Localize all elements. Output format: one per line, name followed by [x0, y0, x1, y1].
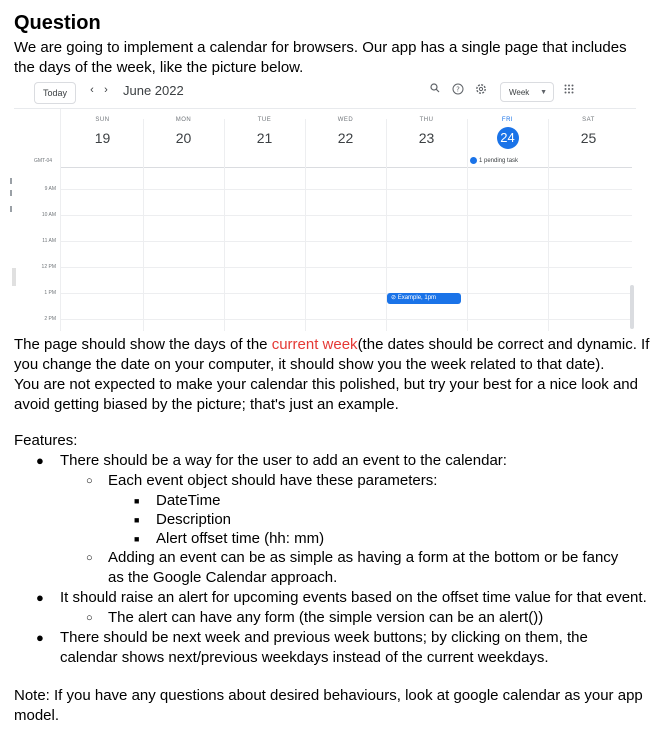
- time-label: 12 PM: [41, 264, 56, 270]
- question-heading: Question: [14, 12, 101, 34]
- day-column-sat[interactable]: [548, 117, 629, 149]
- column-divider: [548, 119, 549, 331]
- dynamic-text-2: (the dates should be correct and dynamic. If you change the date on your computer, it should show you the week related to that date).: [14, 336, 650, 373]
- polish-paragraph: You are not expected to make your calendar this polished, but try your best for a nice look and avoid getting biased by the picture; that's just an example.: [14, 376, 638, 413]
- hour-line: [60, 189, 632, 190]
- column-divider: [60, 109, 61, 331]
- day-column-mon[interactable]: [143, 117, 224, 149]
- task-icon: [470, 157, 477, 164]
- time-label: 2 PM: [44, 316, 56, 322]
- day-number: 20: [175, 130, 192, 146]
- bullet-icon: ●: [36, 590, 44, 605]
- note-paragraph: Note: If you have any questions about desired behaviours, look at google calendar as your app model.: [14, 687, 643, 724]
- day-column-sun[interactable]: [62, 117, 143, 149]
- day-number: 21: [256, 130, 273, 146]
- day-number: 23: [418, 130, 435, 146]
- column-divider: [467, 119, 468, 331]
- pending-task-chip[interactable]: [470, 157, 518, 164]
- edge-mark: [12, 268, 16, 286]
- month-label: June 2022: [123, 83, 184, 98]
- circle-bullet-icon: ○: [86, 612, 93, 624]
- features-heading: Features:: [14, 432, 78, 449]
- event-chip[interactable]: [387, 293, 461, 304]
- svg-text:?: ?: [456, 85, 460, 94]
- event-label: Example, 1pm: [397, 295, 437, 301]
- pending-task-label: 1 pending task: [479, 158, 519, 165]
- time-label: 11 AM: [42, 238, 56, 244]
- bullet-icon: ●: [36, 630, 44, 645]
- hour-line: [60, 215, 632, 216]
- column-divider: [224, 119, 225, 331]
- view-select[interactable]: [500, 82, 554, 102]
- edge-mark: [10, 206, 12, 212]
- gear-icon[interactable]: [474, 83, 488, 97]
- apps-grid-icon[interactable]: [564, 84, 576, 96]
- day-column-wed[interactable]: [305, 117, 386, 149]
- time-label: 1 PM: [44, 290, 56, 296]
- circle-bullet-icon: ○: [86, 552, 93, 564]
- feature-1a: Each event object should have these parameters:: [108, 472, 438, 489]
- hour-line: [60, 267, 632, 268]
- all-day-divider: [60, 167, 632, 168]
- check-circle-icon: ⊘: [391, 295, 397, 301]
- dynamic-paragraph: [14, 335, 650, 375]
- hour-line: [60, 293, 632, 294]
- hour-line: [60, 241, 632, 242]
- day-column-fri[interactable]: [467, 117, 548, 149]
- column-divider: [305, 119, 306, 331]
- feature-3: There should be next week and previous week buttons; by clicking on them, the calendar shows next/previous weekdays instead of the current weekdays.: [60, 629, 588, 666]
- day-column-tue[interactable]: [224, 117, 305, 149]
- intro-paragraph: We are going to implement a calendar for browsers. Our app has a single page that includes the days of the week, like the picture below.: [14, 39, 627, 76]
- current-week-highlight: current week: [271, 336, 358, 353]
- feature-1b: Adding an event can be as simple as having a form at the bottom or be fancy as the Google Calendar approach.: [108, 549, 619, 586]
- caret-down-icon: ▼: [540, 89, 547, 96]
- time-label: 10 AM: [41, 212, 56, 218]
- day-of-week: FRI: [501, 117, 514, 123]
- feature-2: It should raise an alert for upcoming events based on the offset time value for that event.: [60, 589, 647, 606]
- day-of-week: MON: [175, 117, 192, 123]
- day-of-week: TUE: [257, 117, 272, 123]
- param-alert-offset: Alert offset time (hh: mm): [156, 530, 325, 547]
- feature-2a: The alert can have any form (the simple version can be an alert()): [108, 609, 544, 626]
- edge-mark: [10, 190, 12, 196]
- hour-line: [60, 319, 632, 320]
- square-bullet-icon: ■: [134, 534, 140, 544]
- time-label: 9 AM: [44, 186, 56, 192]
- calendar-grid: [14, 108, 636, 331]
- day-of-week: SAT: [582, 117, 595, 123]
- day-of-week: THU: [419, 117, 434, 123]
- scrollbar-thumb[interactable]: [630, 285, 634, 329]
- day-column-thu[interactable]: [386, 117, 467, 149]
- day-number: 19: [94, 130, 111, 146]
- day-of-week: SUN: [95, 117, 110, 123]
- feature-1: There should be a way for the user to add an event to the calendar:: [60, 452, 507, 469]
- day-number: 22: [337, 130, 354, 146]
- day-of-week: WED: [337, 117, 354, 123]
- calendar-toolbar: [14, 78, 636, 106]
- param-description: Description: [156, 511, 232, 528]
- param-datetime: DateTime: [156, 492, 221, 509]
- dynamic-text-1: The page should show the days of the: [14, 336, 272, 353]
- today-day-number: 24: [497, 127, 519, 149]
- day-number: 25: [580, 130, 597, 146]
- search-icon[interactable]: [428, 83, 442, 97]
- column-divider: [143, 119, 144, 331]
- timezone-label: GMT-04: [34, 158, 53, 164]
- edge-mark: [10, 178, 12, 184]
- today-button[interactable]: Today: [34, 82, 76, 104]
- help-icon[interactable]: [451, 83, 465, 97]
- chevron-left-icon[interactable]: ‹: [90, 84, 94, 96]
- circle-bullet-icon: ○: [86, 475, 93, 487]
- view-label: Week: [509, 88, 530, 97]
- bullet-icon: ●: [36, 453, 44, 468]
- square-bullet-icon: ■: [134, 515, 140, 525]
- square-bullet-icon: ■: [134, 496, 140, 506]
- chevron-right-icon[interactable]: ›: [104, 84, 108, 96]
